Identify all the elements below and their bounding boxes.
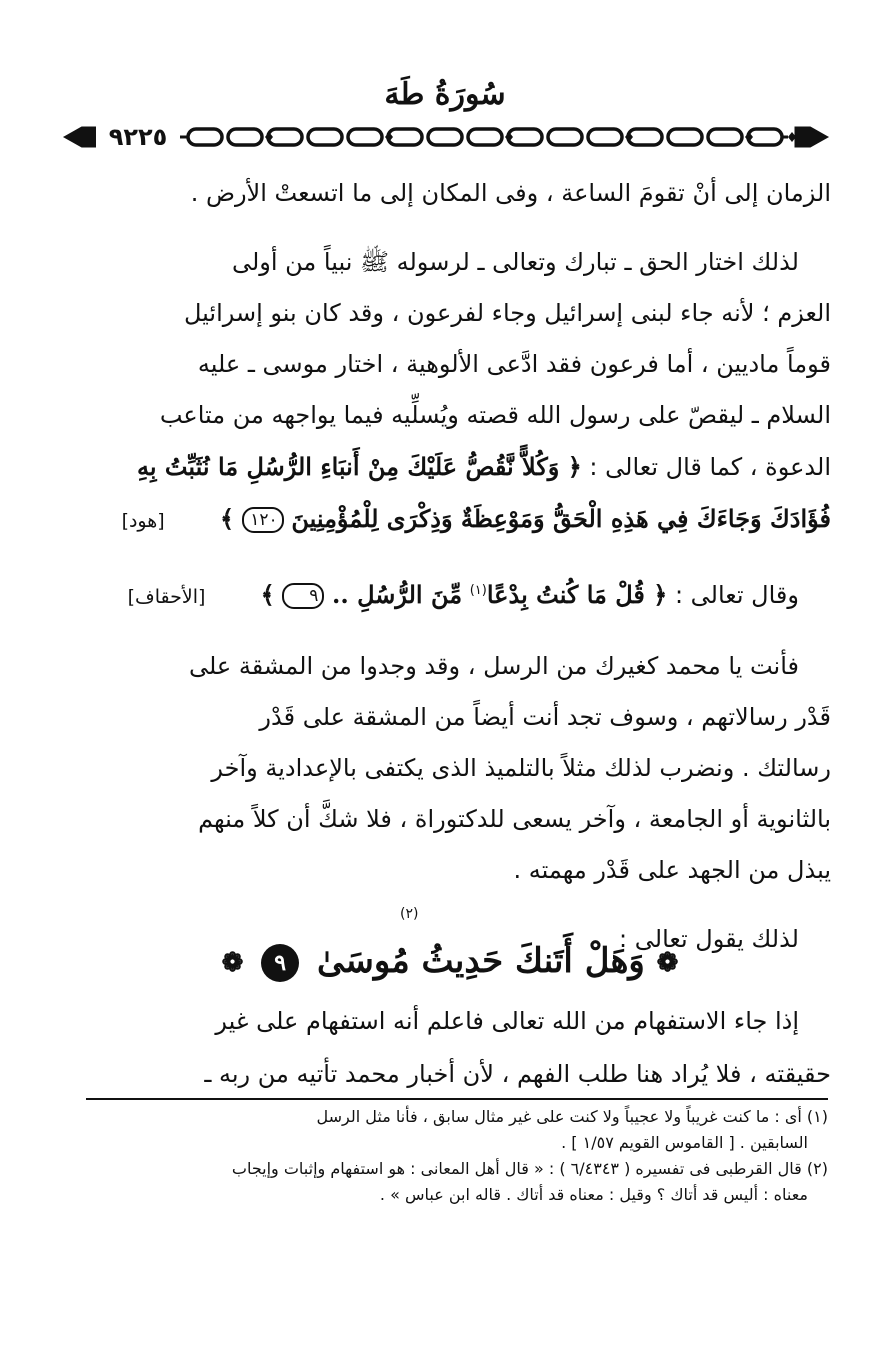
surah-title: سُورَةُ طَهَ [384, 77, 506, 112]
surah-reference: [الأحقاف] [127, 586, 206, 608]
text-line: لذلك اختار الحق ـ تبارك وتعالى ـ لرسوله ﷺ نبياً من أولى [231, 248, 799, 276]
footnote-separator [86, 1098, 828, 1100]
text-line [83, 565, 831, 623]
text-line: السلام ـ ليقصّ على رسول الله قصته ويُسلِّيه فيما يواجهه من متاعب [159, 401, 831, 429]
footnote-line: السابقين . [ القاموس القويم ١/٥٧ ] . [561, 1133, 808, 1152]
surah-reference: [هود] [121, 510, 165, 532]
verse-text: وَهَلْ أَتَنكَ حَدِيثُ مُوسَىٰ [317, 941, 645, 981]
text-line: فأنت يا محمد كغيرك من الرسل ، وقد وجدوا من المشقة على [188, 652, 799, 680]
text-line: الزمان إلى أنْ تقومَ الساعة ، وفى المكان إلى ما اتسعتْ الأرض . [190, 179, 831, 207]
ornament-icon: ❁ [656, 948, 679, 978]
text-segment: وقال تعالى : [674, 581, 799, 609]
text-line: قوماً ماديين ، أما فرعون فقد ادَّعى الألوهية ، اختار موسى ـ عليه [197, 350, 831, 378]
main-text [83, 168, 831, 965]
quran-quote: فُؤَادَكَ وَجَاءَكَ فِي هَذِهِ الْحَقُّ وَمَوْعِظَةٌ وَذِكْرَى لِلْمُؤْمِنِينَ [291, 504, 831, 533]
text-line: إذا جاء الاستفهام من الله تعالى فاعلم أنه استفهام على غير [215, 1007, 799, 1035]
text-line [83, 493, 831, 547]
text-line: يبذل من الجهد على قَدْر مهمته . [513, 856, 831, 884]
text-line: العزم ؛ لأنه جاء لبنى إسرائيل وجاء لفرعون ، وقد كان بنو إسرائيل [183, 299, 831, 327]
text-line: بالثانوية أو الجامعة ، وآخر يسعى للدكتوراة ، فلا شكَّ أن كلاً منهم [198, 805, 831, 833]
footnote-line: (٢) قال القرطبى فى تفسيره ( ٦/٤٣٤٣ ) : « قال أهل المعانى : هو استفهام وإثبات وإيجاب [231, 1159, 828, 1178]
quran-close-bracket: ﴾ [219, 504, 235, 533]
footnote-line: (١) أى : ما كنت غريباً ولا عجيباً ولا كنت على غير مثال سابق ، فأنا مثل الرسل [316, 1107, 828, 1126]
footnotes [86, 1104, 828, 1208]
footnote-line: معناه : أليس قد أتاك ؟ وقيل : معناه قد أتاك . قاله ابن عباس » . [379, 1185, 808, 1204]
verse-number-badge: ١٢٠ [242, 507, 284, 533]
text-line: لذلك يقول تعالى : [619, 925, 799, 953]
quran-quote: ﴿ وَكُلاًّ نَّقُصُّ عَلَيْكَ مِنْ أَنبَاءِ الرُّسُلِ مَا نُثَبِّتُ بِهِ [136, 452, 582, 481]
quran-close-bracket: ﴾ [260, 580, 275, 609]
ornament-icon: ❁ [221, 948, 244, 978]
text-line: حقيقته ، فلا يُراد هنا طلب الفهم ، لأن أخبار محمد تأتيه من ربه ـ [204, 1060, 831, 1088]
verse-number-badge: ٩ [261, 944, 299, 982]
footnote-marker: (١) [469, 583, 487, 598]
text-line: قَدْر رسالاتهم ، وسوف تجد أنت أيضاً من المشقة على قَدْر [259, 703, 831, 731]
main-text-continued [83, 995, 831, 1101]
verse-number-badge: ٩ [282, 583, 324, 609]
verse-banner [150, 930, 750, 992]
quran-quote: ﴿ قُلْ مَا كُنتُ بِدْعًا [486, 580, 668, 609]
quran-quote: مِّنَ الرُّسُلِ .. [332, 580, 463, 609]
text-segment: الدعوة ، كما قال تعالى : [589, 453, 831, 481]
footnote-marker: (٢) [400, 906, 419, 922]
text-line [83, 441, 831, 493]
page-number: ٩٢٢٥ [96, 122, 180, 152]
text-line: رسالتك . ونضرب لذلك مثلاً بالتلميذ الذى يكتفى بالإعدادية وآخر [211, 754, 831, 782]
